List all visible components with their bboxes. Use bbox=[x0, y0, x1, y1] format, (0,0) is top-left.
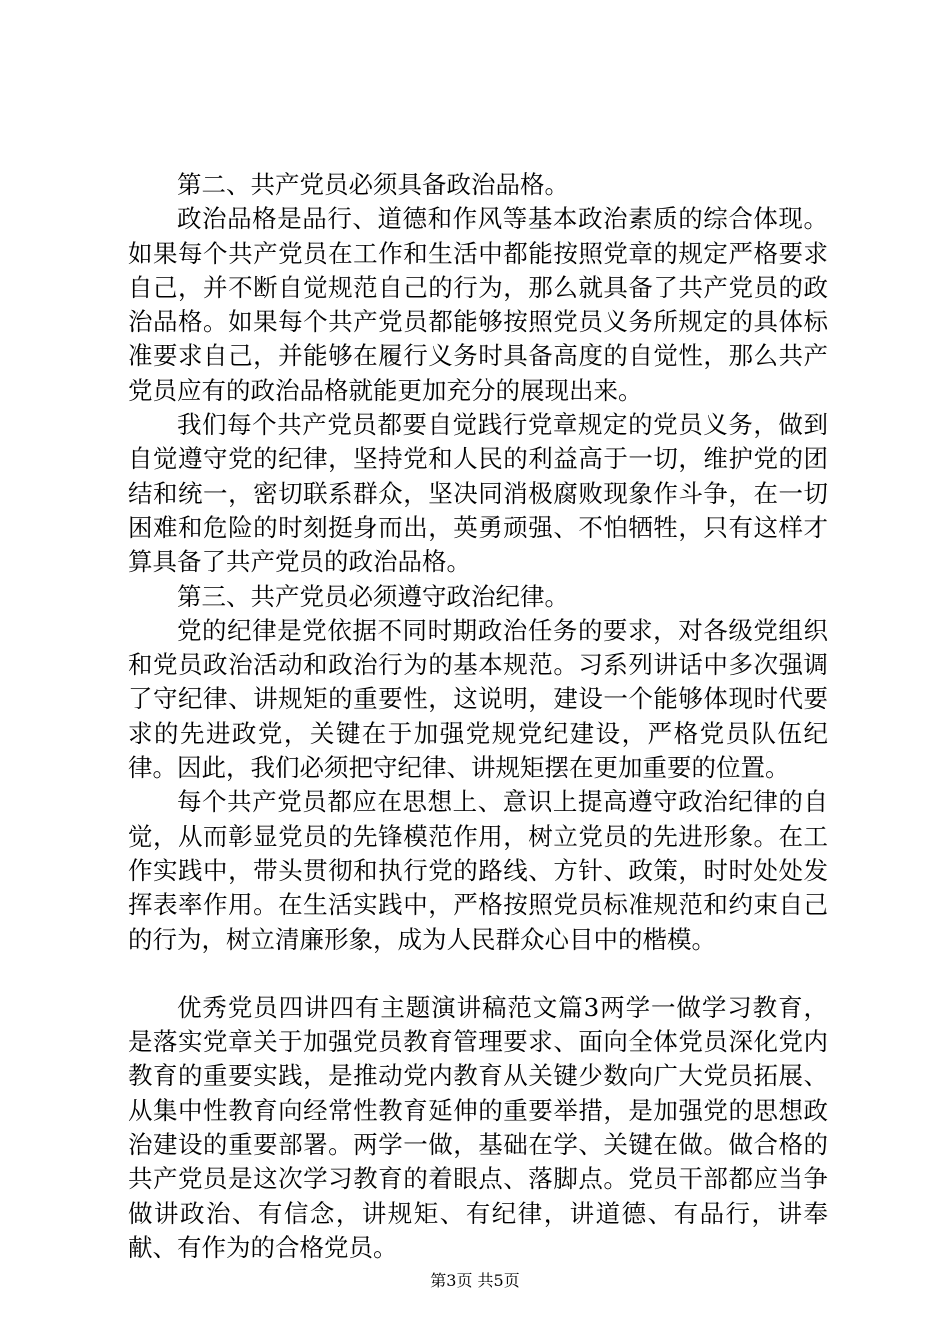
document-body bbox=[128, 168, 828, 1265]
page-number-footer: 第3页 共5页 bbox=[430, 1271, 520, 1290]
heading-political-character: 第二、共产党员必须具备政治品格。 bbox=[177, 170, 569, 199]
paragraph-party-member-obligations: 我们每个共产党员都要自觉践行党章规定的党员义务，做到自觉遵守党的纪律，坚持党和人民的利益高于一切，维护党的团结和统一，密切联系群众，坚决同消极腐败现象作斗争，在一切困难和危险的时刻挺身而出，英勇顽强、不怕牺牲，只有这样才算具备了共产党员的政治品格。 bbox=[128, 410, 828, 577]
paragraph-political-character-definition: 政治品格是品行、道德和作风等基本政治素质的综合体现。如果每个共产党员在工作和生活中都能按照党章的规定严格要求自己，并不断自觉规范自己的行为，那么就具备了共产党员的政治品格。如果每个共产党员都能够按照党员义务所规定的具体标准要求自己，并能够在履行义务时具备高度的自觉性，那么共产党员应有的政治品格就能更加充分的展现出来。 bbox=[128, 204, 828, 405]
paragraph-speech-sample-3: 优秀党员四讲四有主题演讲稿范文篇3两学一做学习教育，是落实党章关于加强党员教育管理要求、面向全体党员深化党内教育的重要实践，是推动党内教育从关键少数向广大党员拓展、从集中性教育向经常性教育延伸的重要举措，是加强党的思想政治建设的重要部署。两学一做，基础在学、关键在做。做合格的共产党员是这次学习教育的着眼点、落脚点。党员干部都应当争做讲政治、有信念，讲规矩、有纪律，讲道德、有品行，讲奉献、有作为的合格党员。 bbox=[128, 992, 828, 1262]
paragraph-party-discipline-definition: 党的纪律是党依据不同时期政治任务的要求，对各级党组织和党员政治活动和政治行为的基本规范。习系列讲话中多次强调了守纪律、讲规矩的重要性，这说明，建设一个能够体现时代要求的先进政党，关键在于加强党规党纪建设，严格党员队伍纪律。因此，我们必须把守纪律、讲规矩摆在更加重要的位置。 bbox=[128, 615, 828, 783]
heading-political-discipline: 第三、共产党员必须遵守政治纪律。 bbox=[177, 581, 569, 611]
paragraph-vanguard-role: 每个共产党员都应在思想上、意识上提高遵守政治纪律的自觉，从而彰显党员的先锋模范作用，树立党员的先进形象。在工作实践中，带头贯彻和执行党的路线、方针、政策，时时处处发挥表率作用。在生活实践中，严格按照党员标准规范和约束自己的行为，树立清廉形象，成为人民群众心目中的楷模。 bbox=[128, 787, 828, 954]
paragraph-gap bbox=[128, 957, 828, 991]
